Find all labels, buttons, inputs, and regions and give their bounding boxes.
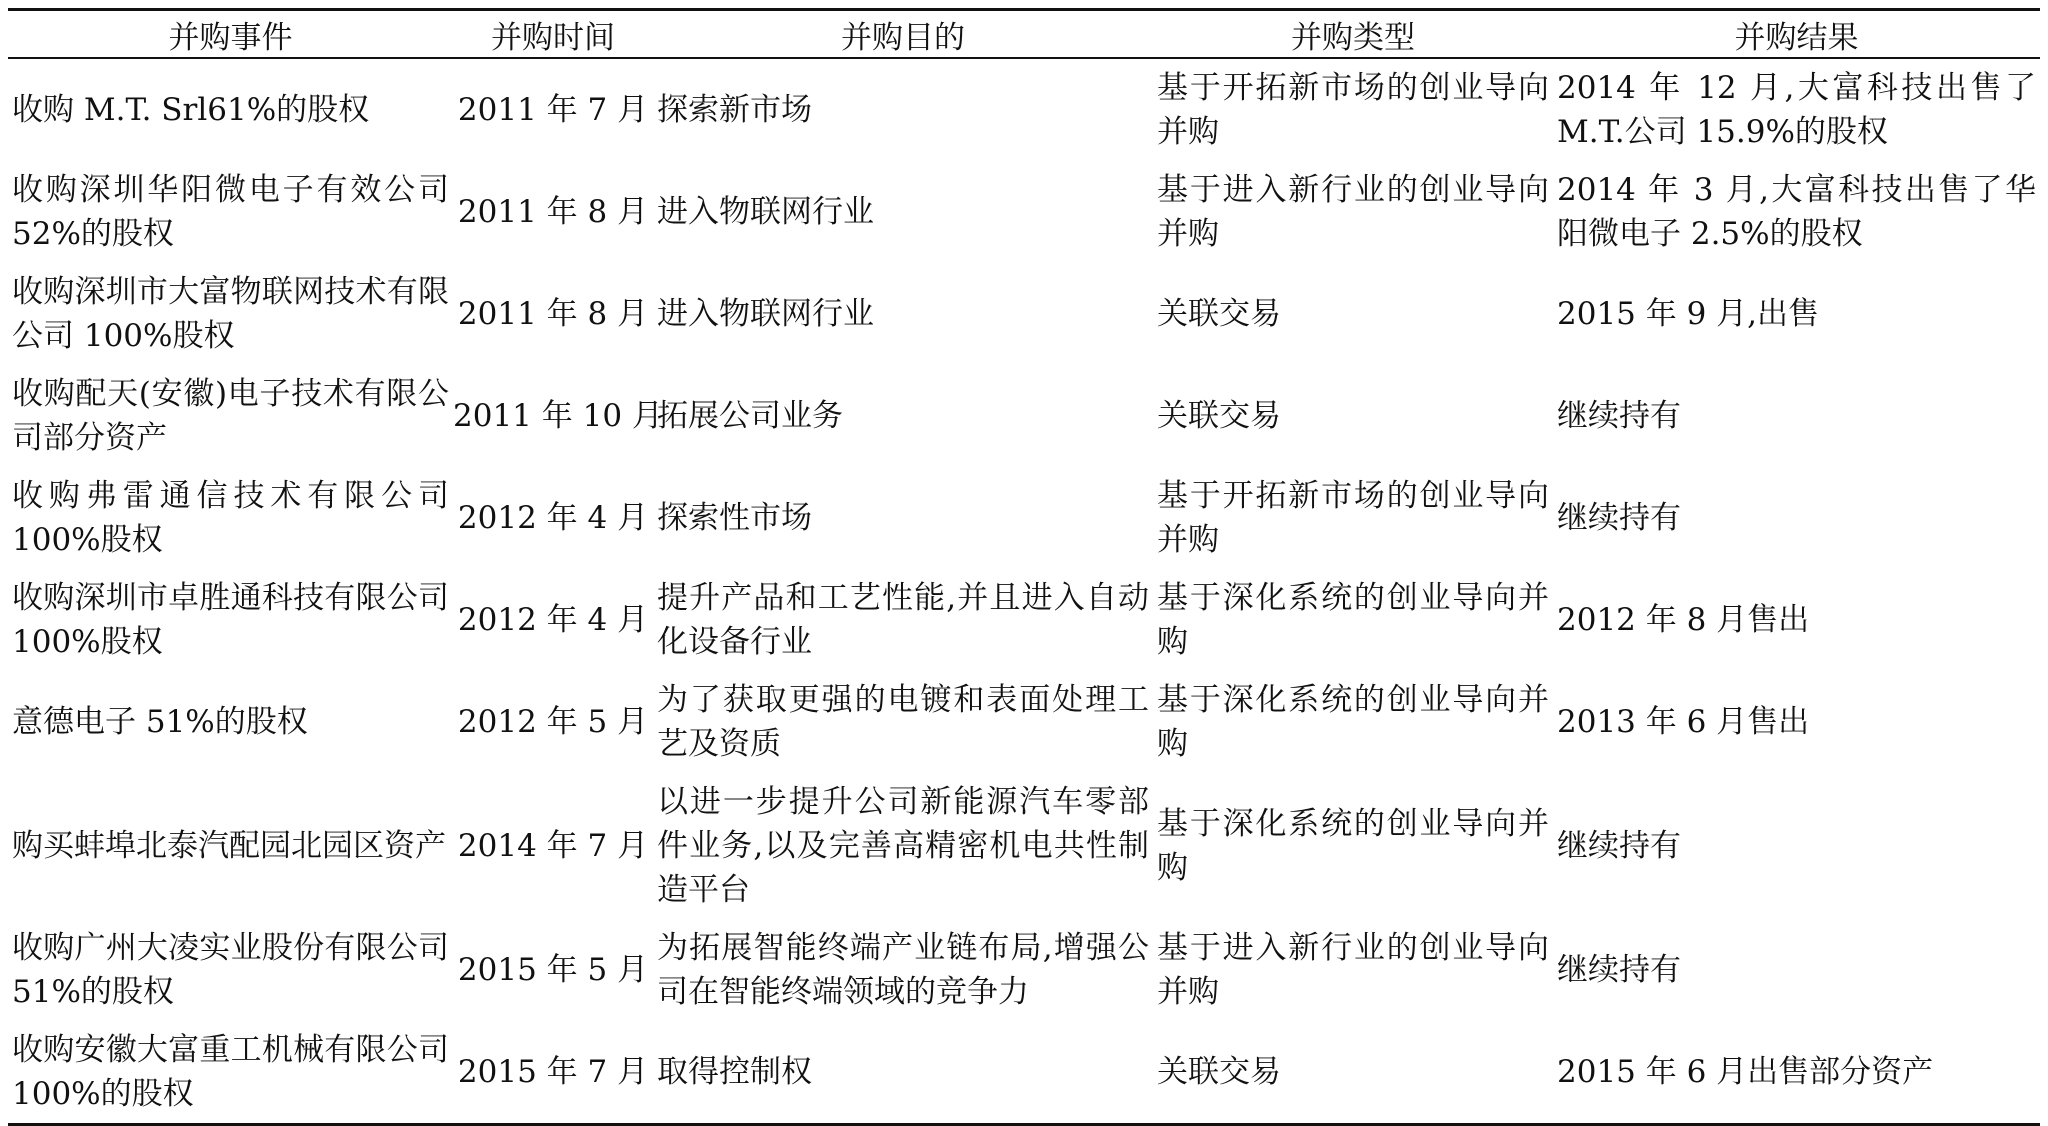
cell-purpose: 进入物联网行业 (657, 296, 874, 332)
cell-event: 收购配天(安徽)电子技术有限公司部分资产 (12, 376, 449, 456)
cell-purpose: 为了获取更强的电镀和表面处理工艺及资质 (657, 682, 1149, 762)
cell-result: 继续持有 (1557, 500, 1681, 536)
cell-result: 继续持有 (1557, 952, 1681, 988)
table-header-row (8, 10, 2040, 59)
cell-event: 收购深圳市大富物联网技术有限公司 100%股权 (12, 274, 449, 354)
cell-result: 2015 年 6 月出售部分资产 (1557, 1054, 1934, 1090)
cell-type: 关联交易 (1157, 398, 1281, 434)
cell-result: 2014 年 12 月,大富科技出售了 M.T.公司 15.9%的股权 (1557, 70, 2036, 150)
cell-time: 2012 年 4 月 (457, 500, 649, 536)
cell-result: 2013 年 6 月售出 (1557, 704, 1810, 740)
table-row (8, 569, 2040, 671)
cell-event: 收购安徽大富重工机械有限公司 100%的股权 (12, 1032, 449, 1112)
cell-result: 2014 年 3 月,大富科技出售了华阳微电子 2.5%的股权 (1557, 172, 2036, 252)
table-row (8, 773, 2040, 919)
ma-events-table (8, 8, 2040, 1126)
cell-time: 2011 年 10 月 (453, 398, 663, 434)
cell-purpose: 拓展公司业务 (657, 398, 843, 434)
cell-type: 基于深化系统的创业导向并购 (1157, 806, 1549, 886)
cell-result: 继续持有 (1557, 828, 1681, 864)
cell-time: 2011 年 8 月 (457, 194, 649, 230)
cell-time: 2015 年 5 月 (457, 952, 649, 988)
cell-type: 基于进入新行业的创业导向并购 (1157, 930, 1549, 1010)
cell-type: 关联交易 (1157, 1054, 1281, 1090)
header-time: 并购时间 (491, 19, 615, 56)
cell-event: 收购 M.T. Srl61%的股权 (12, 92, 370, 128)
cell-purpose: 进入物联网行业 (657, 194, 874, 230)
header-type: 并购类型 (1291, 19, 1415, 56)
cell-type: 基于进入新行业的创业导向并购 (1157, 172, 1549, 252)
cell-type: 基于开拓新市场的创业导向并购 (1157, 478, 1549, 558)
cell-time: 2014 年 7 月 (457, 828, 649, 864)
table-row (8, 263, 2040, 365)
header-result: 并购结果 (1734, 19, 1859, 56)
cell-time: 2012 年 5 月 (457, 704, 649, 740)
ma-table-container (8, 8, 2040, 1126)
cell-time: 2011 年 8 月 (457, 296, 649, 332)
table-row (8, 1021, 2040, 1125)
table-row (8, 919, 2040, 1021)
cell-result: 2015 年 9 月,出售 (1557, 296, 1820, 332)
cell-purpose: 为拓展智能终端产业链布局,增强公司在智能终端领域的竞争力 (657, 930, 1149, 1010)
cell-type: 基于深化系统的创业导向并购 (1157, 682, 1549, 762)
header-purpose: 并购目的 (841, 19, 965, 56)
cell-event: 收购深圳华阳微电子有效公司 52%的股权 (12, 172, 449, 252)
header-event: 并购事件 (168, 19, 293, 56)
table-row (8, 671, 2040, 773)
cell-time: 2015 年 7 月 (457, 1054, 649, 1090)
cell-type: 基于开拓新市场的创业导向并购 (1157, 70, 1549, 150)
table-row (8, 467, 2040, 569)
cell-event: 收购广州大凌实业股份有限公司 51%的股权 (12, 930, 449, 1010)
cell-type: 关联交易 (1157, 296, 1281, 332)
cell-type: 基于深化系统的创业导向并购 (1157, 580, 1549, 660)
cell-event: 购买蚌埠北泰汽配园北园区资产 (12, 828, 446, 864)
cell-purpose: 取得控制权 (657, 1054, 812, 1090)
cell-event: 意德电子 51%的股权 (12, 704, 308, 740)
cell-result: 2012 年 8 月售出 (1557, 602, 1810, 638)
cell-purpose: 探索新市场 (657, 92, 812, 128)
cell-time: 2012 年 4 月 (457, 602, 649, 638)
cell-event: 收购弗雷通信技术有限公司 100%股权 (12, 478, 449, 558)
cell-event: 收购深圳市卓胜通科技有限公司 100%股权 (12, 580, 449, 660)
cell-result: 继续持有 (1557, 398, 1681, 434)
cell-purpose: 探索性市场 (657, 500, 812, 536)
table-row (8, 161, 2040, 263)
cell-time: 2011 年 7 月 (457, 92, 649, 128)
table-row (8, 365, 2040, 467)
cell-purpose: 以进一步提升公司新能源汽车零部件业务,以及完善高精密机电共性制造平台 (657, 784, 1149, 908)
table-row (8, 58, 2040, 161)
cell-purpose: 提升产品和工艺性能,并且进入自动化设备行业 (657, 580, 1149, 660)
